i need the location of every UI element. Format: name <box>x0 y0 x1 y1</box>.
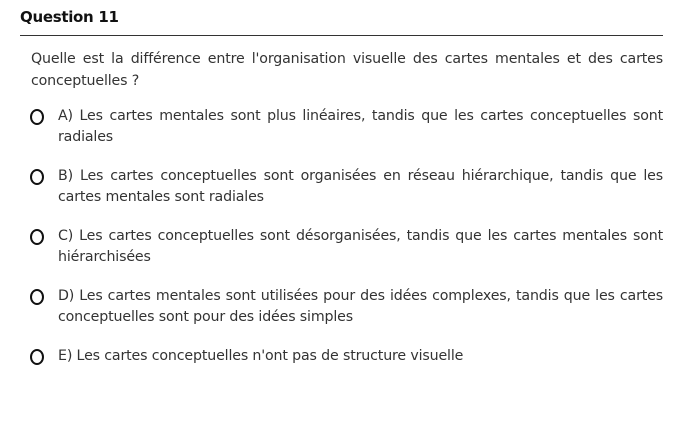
divider <box>20 35 663 36</box>
question-text: Quelle est la différence entre l'organisation visuelle des cartes mentales et des cartes conceptuelles ? <box>31 51 663 89</box>
option-e-label: E) Les cartes conceptuelles n'ont pas de structure visuelle <box>58 348 464 364</box>
radio-button-e[interactable] <box>30 349 44 365</box>
question-header <box>20 6 663 36</box>
radio-button-c[interactable] <box>30 229 44 245</box>
option-b[interactable] <box>27 166 663 208</box>
option-c[interactable] <box>27 226 663 268</box>
option-e[interactable] <box>27 346 663 367</box>
radio-button-d[interactable] <box>30 289 44 305</box>
question-title: Question 11 <box>20 8 119 26</box>
option-b-label: B) Les cartes conceptuelles sont organisées en réseau hiérarchique, tandis que les cartes mentales sont radiales <box>58 168 663 205</box>
option-d[interactable] <box>27 286 663 328</box>
radio-button-a[interactable] <box>30 109 44 125</box>
option-a-label: A) Les cartes mentales sont plus linéaires, tandis que les cartes conceptuelles sont radiales <box>58 108 663 145</box>
option-d-label: D) Les cartes mentales sont utilisées pour des idées complexes, tandis que les cartes conceptuelles sont pour des idées simples <box>58 288 663 325</box>
option-a[interactable] <box>27 106 663 148</box>
option-c-label: C) Les cartes conceptuelles sont désorganisées, tandis que les cartes mentales sont hiérarchisées <box>58 228 663 265</box>
radio-button-b[interactable] <box>30 169 44 185</box>
answer-options <box>27 106 663 367</box>
